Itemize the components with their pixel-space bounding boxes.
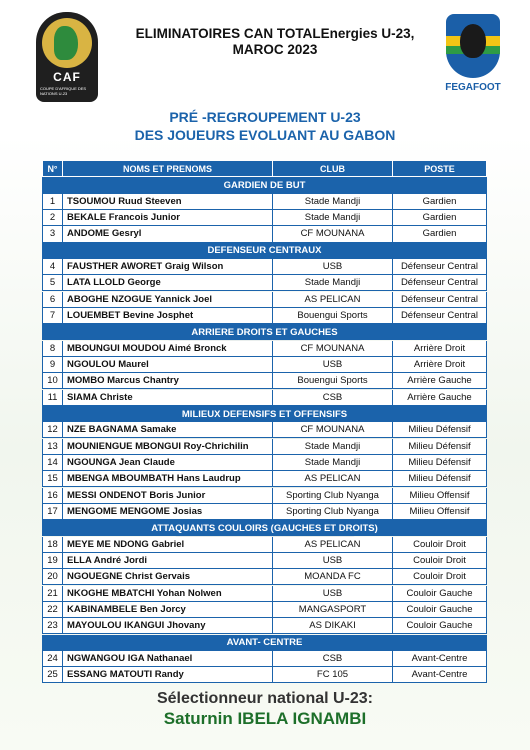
player-number: 9 [42,357,63,373]
player-name: NGOUNGA Jean Claude [63,455,273,471]
table-row [42,651,487,667]
group-header-row [42,243,487,259]
player-club: Stade Mandji [273,194,393,210]
player-club: CSB [273,651,393,667]
table-row [42,373,487,389]
player-name: MEYE ME NDONG Gabriel [63,537,273,553]
player-number: 1 [42,194,63,210]
player-name: MBENGA MBOUMBATH Hans Laudrup [63,471,273,487]
table-row [42,586,487,602]
table-row [42,602,487,618]
header-number: N° [42,161,63,177]
player-poste: Défenseur Central [393,308,487,324]
player-name: MOMBO Marcus Chantry [63,373,273,389]
table-row [42,471,487,487]
players-table [42,161,487,684]
player-name: ANDOME Gesryl [63,226,273,242]
table-row [42,488,487,504]
group-header-row [42,635,487,651]
group-title: MILIEUX DEFENSIFS ET OFFENSIFS [42,406,487,422]
table-row [42,618,487,634]
panther-icon [460,24,486,58]
player-club: Stade Mandji [273,439,393,455]
player-club: USB [273,553,393,569]
player-poste: Avant-Centre [393,667,487,683]
player-name: NGWANGOU IGA Nathanael [63,651,273,667]
table-row [42,422,487,438]
player-club: MOANDA FC [273,569,393,585]
fegafoot-logo [446,14,500,78]
player-poste: Gardien [393,210,487,226]
africa-map-icon [54,26,78,60]
player-club: CSB [273,390,393,406]
player-poste: Milieu Offensif [393,488,487,504]
group-title: AVANT- CENTRE [42,635,487,651]
player-name: BEKALE Francois Junior [63,210,273,226]
caf-logo-label: CAF [53,70,81,84]
player-number: 23 [42,618,63,634]
table-row [42,259,487,275]
player-name: KABINAMBELE Ben Jorcy [63,602,273,618]
caf-logo [36,12,98,102]
player-name: MOUNIENGUE MBONGUI Roy-Chrichilin [63,439,273,455]
player-poste: Couloir Droit [393,537,487,553]
player-number: 20 [42,569,63,585]
player-club: Bouengui Sports [273,308,393,324]
group-header-row [42,177,487,193]
table-row [42,455,487,471]
group-title: ATTAQUANTS COULOIRS (GAUCHES ET DROITS) [42,520,487,536]
player-number: 18 [42,537,63,553]
player-club: Bouengui Sports [273,373,393,389]
player-poste: Couloir Droit [393,553,487,569]
player-poste: Couloir Gauche [393,586,487,602]
header-name: NOMS ET PRENOMS [63,161,273,177]
player-name: SIAMA Christe [63,390,273,406]
player-club: Sporting Club Nyanga [273,488,393,504]
player-name: NZE BAGNAMA Samake [63,422,273,438]
player-name: NGOULOU Maurel [63,357,273,373]
group-header-row [42,406,487,422]
player-name: NKOGHE MBATCHI Yohan Nolwen [63,586,273,602]
group-header-row [42,324,487,340]
player-name: LATA LLOLD George [63,275,273,291]
player-number: 7 [42,308,63,324]
table-row [42,210,487,226]
subtitle-line-1: PRÉ -REGROUPEMENT U-23 [169,109,361,125]
table-row [42,275,487,291]
player-name: ESSANG MATOUTI Randy [63,667,273,683]
player-name: MENGOME MENGOME Josias [63,504,273,520]
table-row [42,194,487,210]
player-number: 10 [42,373,63,389]
player-number: 3 [42,226,63,242]
player-name: TSOUMOU Ruud Steeven [63,194,273,210]
group-title: ARRIERE DROITS ET GAUCHES [42,324,487,340]
player-number: 24 [42,651,63,667]
selector-label: Sélectionneur national U-23: [156,690,374,707]
player-club: CF MOUNANA [273,341,393,357]
player-poste: Milieu Défensif [393,471,487,487]
group-title: GARDIEN DE BUT [42,177,487,193]
player-poste: Avant-Centre [393,651,487,667]
player-number: 8 [42,341,63,357]
title-line-1: ELIMINATOIRES CAN TOTALEnergies U-23, [135,26,415,41]
player-club: CF MOUNANA [273,226,393,242]
player-poste: Arrière Gauche [393,373,487,389]
player-poste: Défenseur Central [393,259,487,275]
player-club: Stade Mandji [273,210,393,226]
player-club: USB [273,357,393,373]
player-poste: Défenseur Central [393,275,487,291]
title-line-2: MAROC 2023 [232,42,318,57]
player-number: 2 [42,210,63,226]
player-number: 19 [42,553,63,569]
table-row [42,341,487,357]
player-poste: Arrière Gauche [393,390,487,406]
player-club: AS PELICAN [273,471,393,487]
header-poste: POSTE [393,161,487,177]
player-club: AS PELICAN [273,537,393,553]
table-row [42,504,487,520]
group-title: DEFENSEUR CENTRAUX [42,243,487,259]
player-club: FC 105 [273,667,393,683]
player-poste: Milieu Défensif [393,422,487,438]
player-club: Sporting Club Nyanga [273,504,393,520]
player-poste: Arrière Droit [393,357,487,373]
fegafoot-label: FEGAFOOT [445,82,501,93]
player-number: 25 [42,667,63,683]
player-name: FAUSTHER AWORET Graig Wilson [63,259,273,275]
player-name: MBOUNGUI MOUDOU Aimé Bronck [63,341,273,357]
group-header-row [42,520,487,536]
player-number: 16 [42,488,63,504]
caf-logo-subtitle: COUPE D'AFRIQUE DES NATIONS U-23 [40,86,87,96]
selector-name: Saturnin IBELA IGNAMBI [163,709,367,728]
player-poste: Milieu Offensif [393,504,487,520]
table-row [42,553,487,569]
header-club: CLUB [273,161,393,177]
player-poste: Couloir Gauche [393,602,487,618]
player-name: ELLA André Jordi [63,553,273,569]
player-number: 13 [42,439,63,455]
table-header-row [42,161,487,177]
player-number: 21 [42,586,63,602]
player-poste: Arrière Droit [393,341,487,357]
player-poste: Couloir Gauche [393,618,487,634]
table-row [42,357,487,373]
player-number: 17 [42,504,63,520]
table-row [42,390,487,406]
player-poste: Milieu Défensif [393,455,487,471]
player-name: LOUEMBET Bevine Josphet [63,308,273,324]
player-number: 12 [42,422,63,438]
player-poste: Gardien [393,226,487,242]
table-row [42,292,487,308]
table-row [42,308,487,324]
player-name: MESSI ONDENOT Boris Junior [63,488,273,504]
player-poste: Défenseur Central [393,292,487,308]
player-number: 15 [42,471,63,487]
player-number: 22 [42,602,63,618]
table-row [42,439,487,455]
player-club: USB [273,586,393,602]
player-name: NGOUEGNE Christ Gervais [63,569,273,585]
player-number: 6 [42,292,63,308]
table-row [42,667,487,683]
player-club: CF MOUNANA [273,422,393,438]
player-club: Stade Mandji [273,275,393,291]
player-number: 4 [42,259,63,275]
player-poste: Gardien [393,194,487,210]
player-number: 11 [42,390,63,406]
player-number: 5 [42,275,63,291]
player-club: USB [273,259,393,275]
player-number: 14 [42,455,63,471]
player-club: AS DIKAKI [273,618,393,634]
page-subtitle [110,108,420,144]
player-poste: Couloir Droit [393,569,487,585]
player-club: MANGASPORT [273,602,393,618]
player-name: ABOGHE NZOGUE Yannick Joel [63,292,273,308]
table-row [42,537,487,553]
table-row [42,569,487,585]
subtitle-line-2: DES JOUEURS EVOLUANT AU GABON [134,127,396,143]
table-row [42,226,487,242]
player-club: Stade Mandji [273,455,393,471]
player-club: AS PELICAN [273,292,393,308]
player-name: MAYOULOU IKANGUI Jhovany [63,618,273,634]
player-poste: Milieu Défensif [393,439,487,455]
page-title [110,26,440,58]
